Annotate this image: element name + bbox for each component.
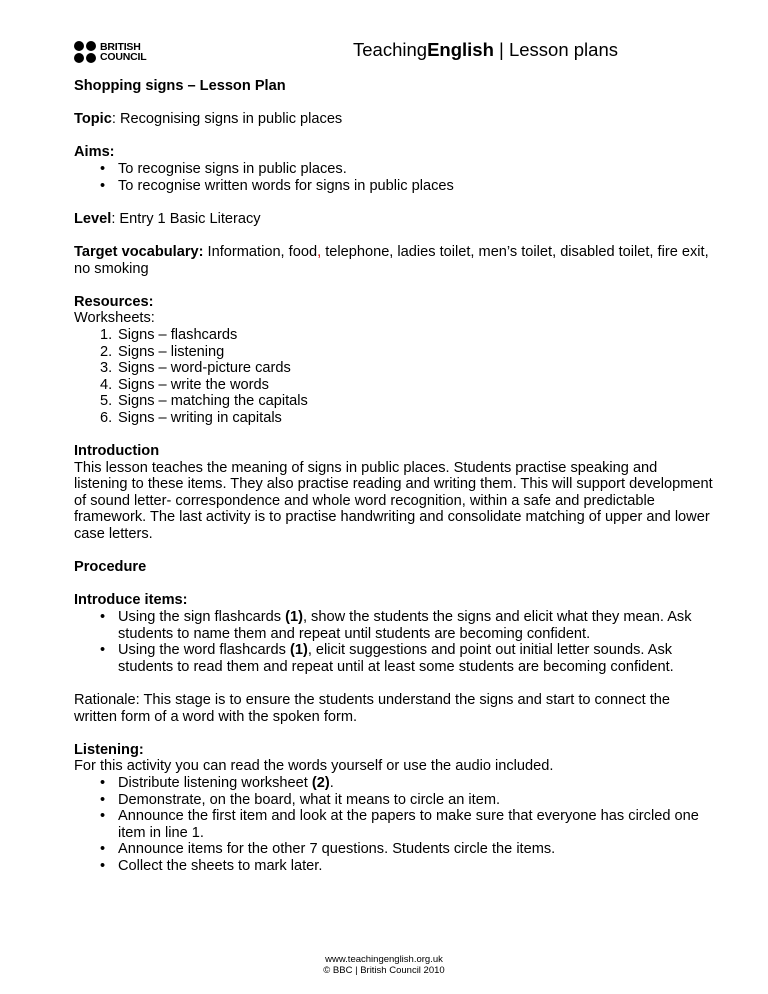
- lesson-content: [74, 78, 714, 875]
- procedure-heading: Procedure: [74, 559, 147, 576]
- list-item: • Collect the sheets to mark later.: [74, 858, 714, 875]
- listening-heading: Listening:: [74, 741, 144, 758]
- listening-list: [74, 775, 714, 875]
- list-item: 5. Signs – matching the capitals: [100, 393, 308, 410]
- worksheets-label: Worksheets:: [74, 310, 155, 327]
- logo-dots-icon: [74, 41, 96, 63]
- list-item: 6. Signs – writing in capitals: [100, 409, 282, 426]
- list-item: • Announce the first item and look at the papers to make sure that everyone has circled one item in line 1.: [74, 808, 714, 841]
- footer-copyright: © BBC | British Council 2010: [323, 965, 445, 976]
- aims-heading: Aims:: [74, 144, 115, 161]
- rationale-text: Rationale: This stage is to ensure the students understand the signs and start to connect the written form of a word with the spoken form.: [74, 691, 671, 725]
- list-item: • To recognise signs in public places.: [74, 161, 714, 178]
- list-item: • Announce items for the other 7 questions. Students circle the items.: [74, 841, 714, 858]
- list-item: • Using the word flashcards (1), elicit suggestions and point out initial letter sounds. Ask students to read them and repeat until at least some students are becoming confident.: [74, 642, 714, 675]
- list-item: 4. Signs – write the words: [100, 376, 269, 393]
- header-title: TeachingEnglish | Lesson plans: [353, 39, 618, 60]
- introduce-heading: Introduce items:: [74, 592, 188, 609]
- list-item: 1. Signs – flashcards: [100, 326, 238, 343]
- list-item: • Using the sign flashcards (1), show the students the signs and elicit what they mean. Ask students to name them and repeat until students are becoming confident.: [74, 609, 714, 642]
- listening-intro: For this activity you can read the words yourself or use the audio included.: [74, 758, 554, 775]
- resources-heading: Resources:: [74, 293, 154, 310]
- list-item: • Distribute listening worksheet (2).: [74, 775, 714, 792]
- list-item: 3. Signs – word-picture cards: [100, 360, 291, 377]
- logo-line-1: BRITISH: [100, 40, 141, 53]
- british-council-logo: [74, 41, 146, 63]
- level-line: Level: Entry 1 Basic Literacy: [74, 210, 261, 227]
- list-item: • Demonstrate, on the board, what it means to circle an item.: [74, 792, 714, 809]
- logo-line-2: COUNCIL: [100, 51, 147, 63]
- list-item: • To recognise written words for signs in public places: [74, 178, 714, 195]
- doc-title: Shopping signs – Lesson Plan: [74, 78, 286, 94]
- introduction-text: This lesson teaches the meaning of signs in public places. Students practise speaking and listening to these items. They also practise reading and writing them. This will support development of sound letter- correspondence and whole word recognition, within a safe and predictable framework. The last activity is to practise handwriting and consolidate matching of upper and lower case letters.: [74, 459, 713, 543]
- introduction-heading: Introduction: [74, 443, 160, 460]
- worksheets-list: [74, 327, 714, 427]
- topic-line: Topic: Recognising signs in public places: [74, 111, 343, 128]
- list-item: 2. Signs – listening: [100, 343, 225, 360]
- vocab-line: Target vocabulary: Information, food, telephone, ladies toilet, men’s toilet, disabled toilet, fire exit, no smoking: [74, 243, 709, 277]
- introduce-list: [74, 609, 714, 675]
- footer-url: www.teachingenglish.org.uk: [325, 954, 443, 965]
- aims-list: [74, 161, 714, 194]
- page-footer: [0, 954, 768, 976]
